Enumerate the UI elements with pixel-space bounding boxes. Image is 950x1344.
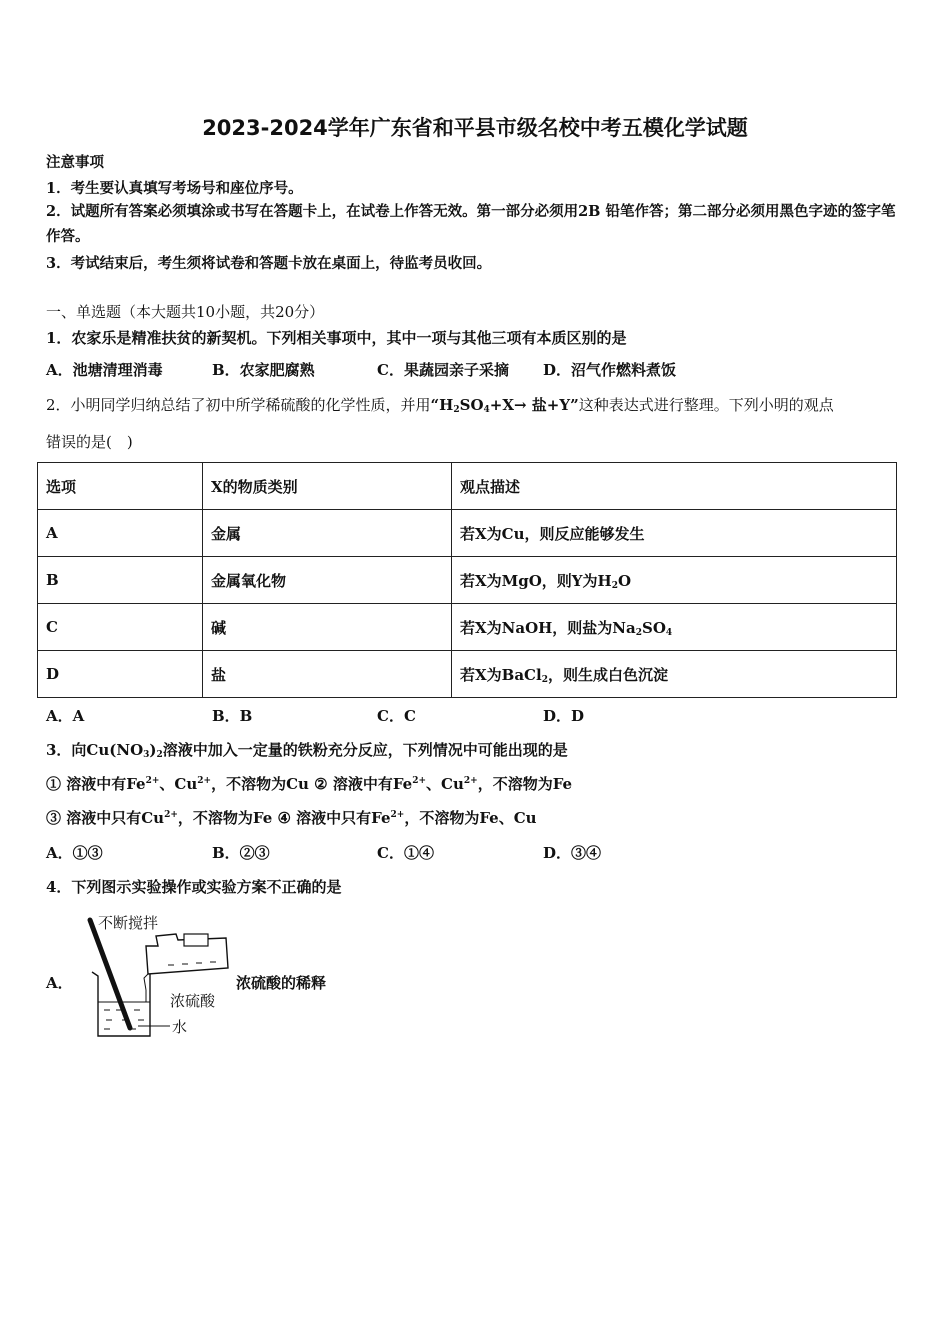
q2-option-b: B．B — [212, 707, 253, 725]
q1-stem: 1．农家乐是精准扶贫的新契机。下列相关事项中，其中一项与其他三项有本质区别的是 — [46, 329, 627, 347]
table-header-cell: X的物质类别 — [203, 463, 452, 510]
cell-sub: 2 — [635, 627, 643, 638]
notice-heading: 注意事项 — [46, 154, 104, 171]
cell-text: 若X为NaOH，则盐为Na — [460, 618, 636, 637]
q3-sub: 2 — [156, 750, 163, 760]
table-cell — [452, 557, 897, 604]
dilution-figure — [78, 910, 238, 1045]
stir-label: 不断搅拌 — [98, 914, 159, 932]
notice-item-2: 2．试题所有答案必须填涂或书写在答题卡上，在试卷上作答无效。第一部分必须用2B 铅笔作答；第二部分必须用黑色字迹的签字笔作答。 — [46, 203, 896, 245]
table-cell: C — [38, 604, 203, 651]
q4-option-a-caption: 浓硫酸的稀释 — [236, 974, 327, 992]
ion-charge: 2+ — [197, 776, 212, 786]
table-header-cell: 选项 — [38, 463, 203, 510]
q2-formula-part: +X→ 盐+Y” — [489, 396, 579, 414]
q3-option-d: D．③④ — [543, 844, 602, 862]
q1-option-d: D．沼气作燃料煮饭 — [543, 361, 677, 379]
cell-sub: 2 — [611, 580, 618, 591]
q4-option-a-label: A． — [46, 974, 73, 992]
ion-charge: 2+ — [463, 776, 478, 786]
page-title: 2023-2024学年广东省和平县市级名校中考五模化学试题 — [202, 116, 748, 140]
notice-item-3: 3．考试结束后，考生须将试卷和答题卡放在桌面上，待监考员收回。 — [46, 255, 492, 272]
q1-option-b: B．农家肥腐熟 — [212, 361, 315, 379]
q2-formula-sub: 2 — [453, 405, 460, 415]
table-row — [38, 604, 897, 651]
q3-text: 、Cu — [159, 775, 198, 793]
q2-stem-line2: 错误的是( ) — [46, 433, 133, 451]
table-row — [38, 510, 897, 557]
q3-option-b: B．②③ — [212, 844, 270, 862]
q3-option-a: A．①③ — [46, 844, 103, 862]
q3-text: ，不溶物为Fe — [477, 775, 573, 793]
q3-text: ) — [149, 741, 157, 759]
q3-sub: 3 — [143, 750, 150, 760]
table-cell: 若X为Cu，则反应能够发生 — [452, 510, 897, 557]
q3-text: ，不溶物为Fe、Cu — [404, 809, 537, 827]
q3-text: ，不溶物为Cu ② 溶液中有Fe — [211, 775, 413, 793]
acid-label: 浓硫酸 — [170, 992, 216, 1010]
q2-stem — [46, 394, 834, 415]
q3-text: 3．向Cu(NO — [46, 741, 144, 759]
bottle-label — [184, 934, 208, 946]
q2-option-c: C．C — [377, 707, 416, 725]
ion-charge: 2+ — [412, 776, 427, 786]
q3-text: ① 溶液中有Fe — [46, 775, 146, 793]
q2-option-d: D．D — [543, 707, 585, 725]
table-row — [38, 651, 897, 698]
q3-text: ③ 溶液中只有Cu — [46, 809, 165, 827]
q1-option-a: A．池塘清理消毒 — [46, 361, 163, 379]
cell-text: ，则生成白色沉淀 — [547, 665, 668, 684]
q3-line1 — [46, 773, 572, 794]
table-cell: 碱 — [203, 604, 452, 651]
water-label: 水 — [172, 1018, 188, 1036]
table-cell: 盐 — [203, 651, 452, 698]
q2-formula-sub: 4 — [483, 405, 490, 415]
q3-text: ，不溶物为Fe ④ 溶液中只有Fe — [177, 809, 391, 827]
cell-sub: 2 — [541, 674, 548, 685]
table-cell: 金属 — [203, 510, 452, 557]
table-cell: 金属氧化物 — [203, 557, 452, 604]
q1-option-c: C．果蔬园亲子采摘 — [377, 361, 509, 379]
q2-stem-prefix: 2．小明同学归纳总结了初中所学稀硫酸的化学性质，并用 — [46, 396, 431, 414]
cell-sub: 4 — [665, 627, 673, 638]
table-cell — [452, 651, 897, 698]
q2-option-a: A．A — [46, 707, 85, 725]
ion-charge: 2+ — [164, 810, 178, 820]
table-cell: D — [38, 651, 203, 698]
ion-charge: 2+ — [145, 776, 160, 786]
table-row — [38, 557, 897, 604]
acid-stream — [144, 974, 148, 990]
q2-formula-part: SO — [459, 396, 484, 414]
section-heading: 一、单选题（本大题共10小题，共20分） — [46, 303, 325, 321]
table-header-row — [38, 463, 897, 510]
q3-line2 — [46, 807, 537, 828]
table-header-cell: 观点描述 — [452, 463, 897, 510]
q2-formula-part: “H — [430, 396, 454, 414]
q2-stem-suffix: 这种表达式进行整理。下列小明的观点 — [578, 396, 834, 414]
cell-text: 若X为MgO，则Y为H — [460, 571, 612, 590]
q2-formula — [431, 396, 579, 414]
table-cell: B — [38, 557, 203, 604]
table-cell: A — [38, 510, 203, 557]
table-cell — [452, 604, 897, 651]
q3-stem — [46, 739, 568, 760]
notice-item-1: 1．考生要认真填写考场号和座位序号。 — [46, 180, 303, 197]
q3-option-c: C．①④ — [377, 844, 434, 862]
cell-text: 若X为BaCl — [460, 665, 542, 684]
cell-text: O — [617, 571, 632, 590]
q3-text: 、Cu — [426, 775, 464, 793]
q2-table — [37, 462, 897, 698]
cell-text: SO — [642, 618, 666, 637]
q3-text: 溶液中加入一定量的铁粉充分反应，下列情况中可能出现的是 — [162, 741, 568, 759]
q4-stem: 4．下列图示实验操作或实验方案不正确的是 — [46, 878, 342, 896]
ion-charge: 2+ — [390, 810, 405, 820]
